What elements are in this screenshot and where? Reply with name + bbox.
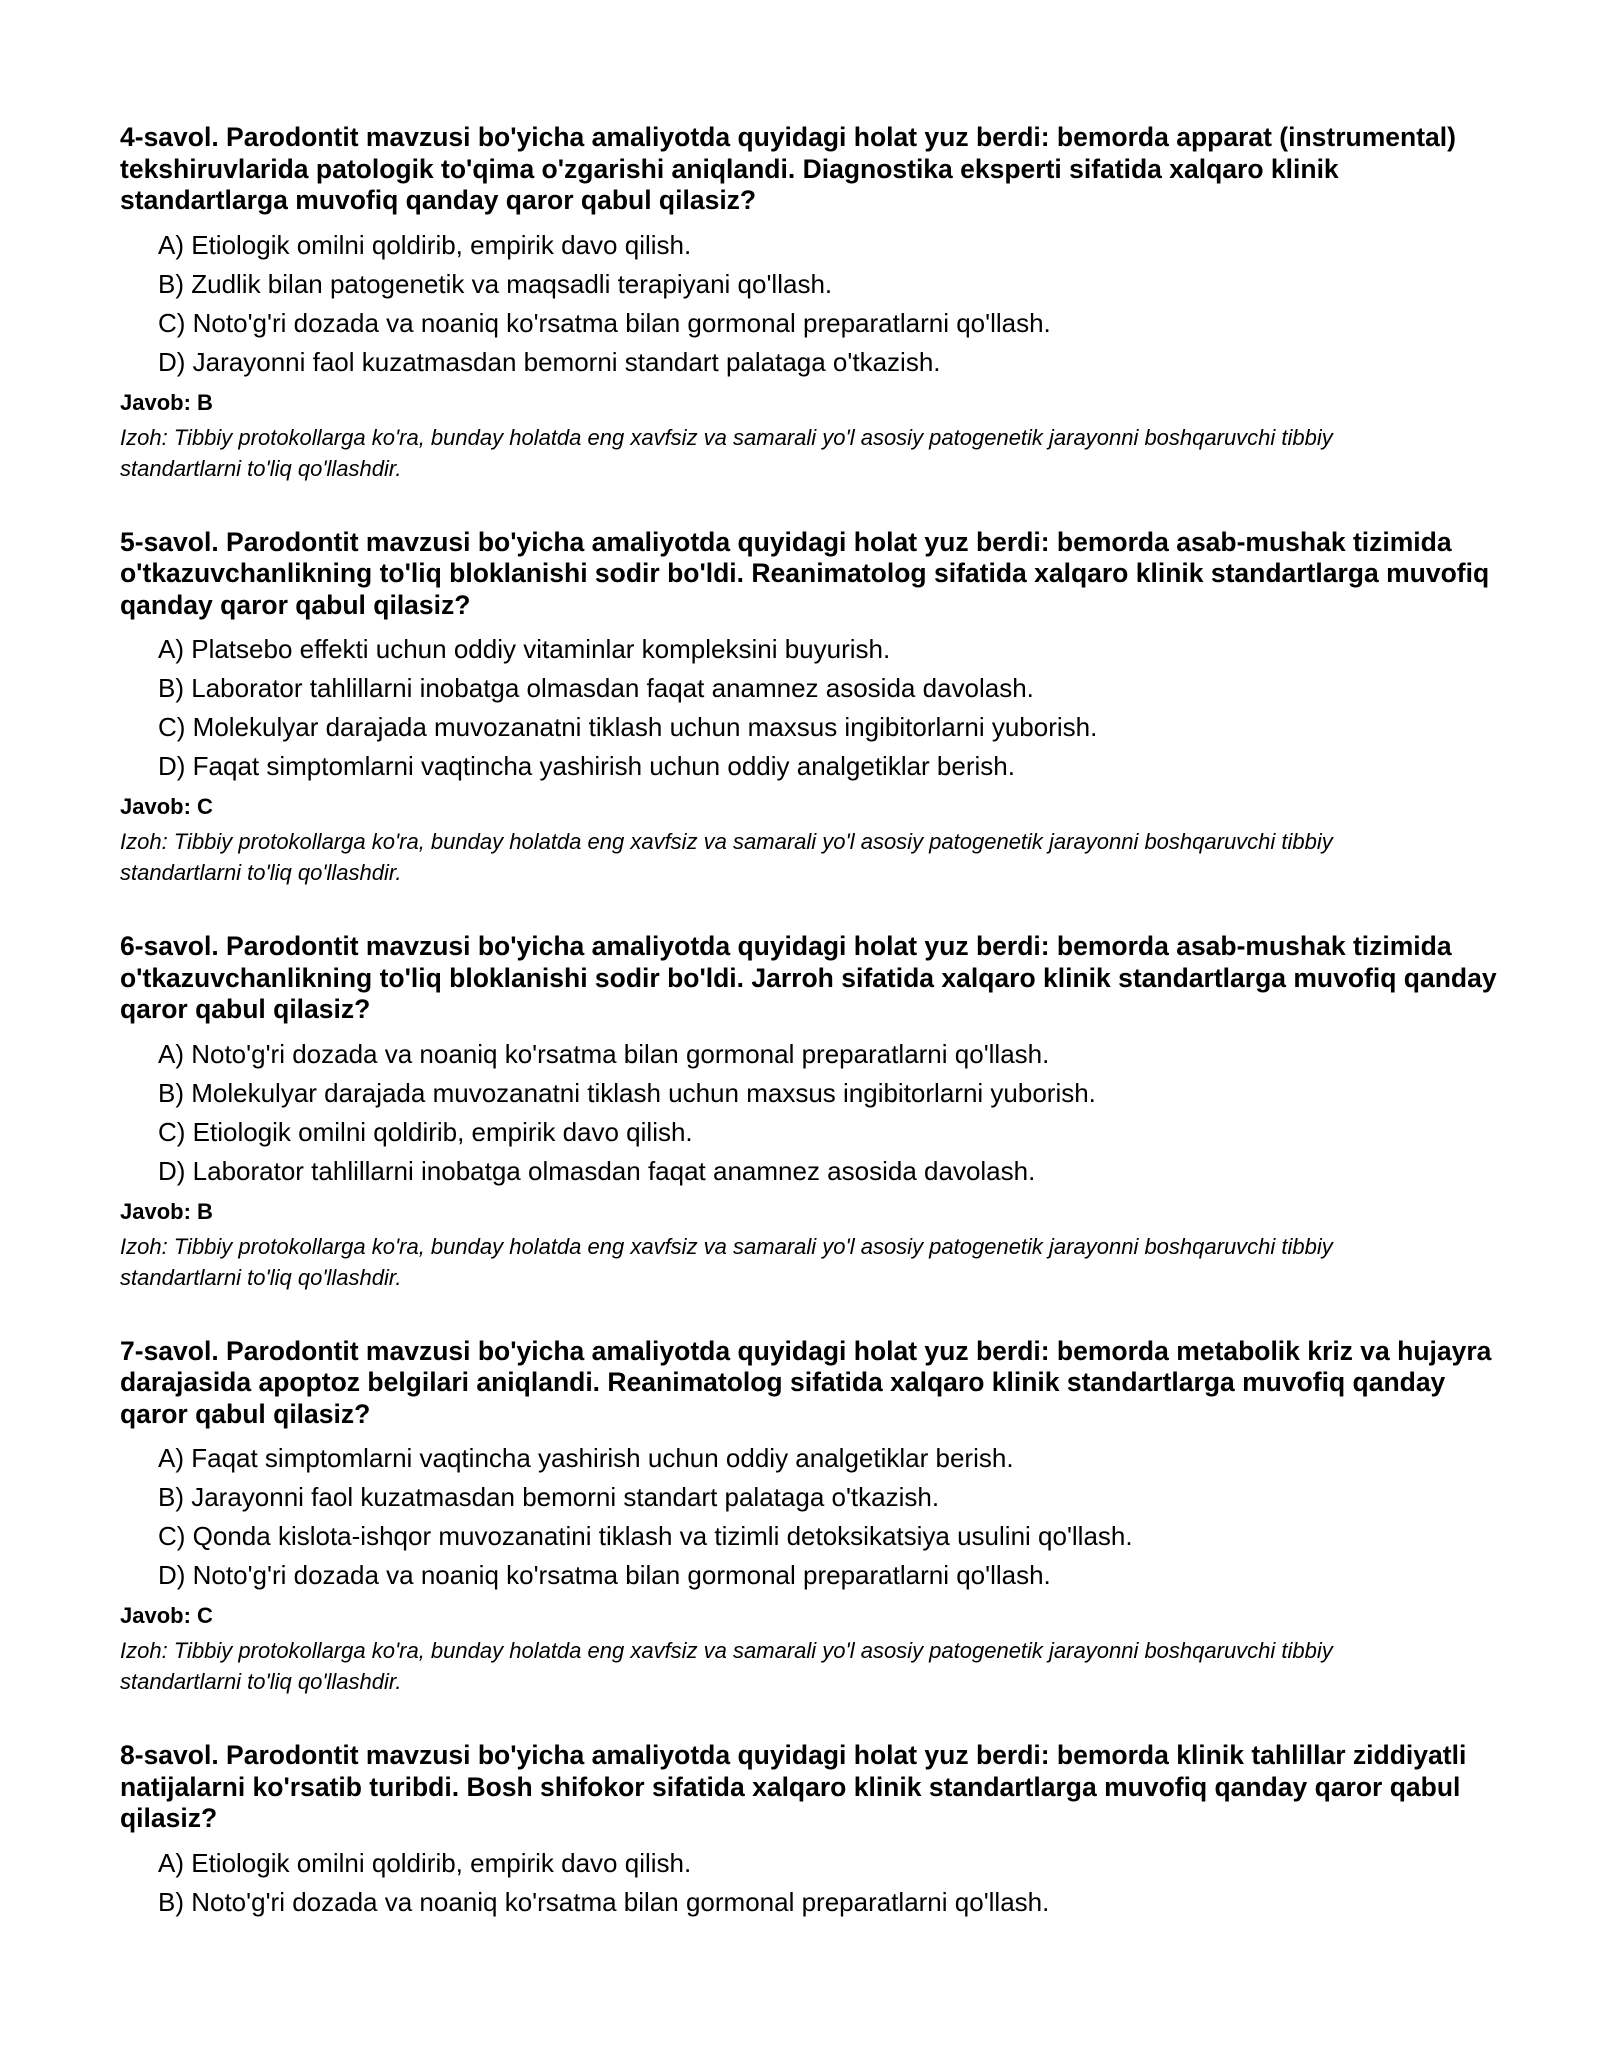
explanation-note: Izoh: Tibbiy protokollarga ko'ra, bunday holatda eng xavfsiz va samarali yo'l asosiy patogenetik jarayonni boshqaruvchi tibbiy standartlarni to'liq qo'llashdir. xyxy=(120,1233,1333,1290)
option-b: B) Molekulyar darajada muvozanatni tiklash uchun maxsus ingibitorlarni yuborish. xyxy=(158,1077,1096,1108)
explanation-note: Izoh: Tibbiy protokollarga ko'ra, bunday holatda eng xavfsiz va samarali yo'l asosiy patogenetik jarayonni boshqaruvchi tibbiy standartlarni to'liq qo'llashdir. xyxy=(120,424,1333,481)
option-a: A) Etiologik omilni qoldirib, empirik davo qilish. xyxy=(158,229,692,260)
option-c: C) Noto'g'ri dozada va noaniq ko'rsatma bilan gormonal preparatlarni qo'llash. xyxy=(158,307,1051,338)
answer: Javob: C xyxy=(120,794,213,819)
option-a: A) Etiologik omilni qoldirib, empirik davo qilish. xyxy=(158,1847,692,1878)
question-5 xyxy=(120,527,1500,889)
question-title: 8-savol. Parodontit mavzusi bo'yicha amaliyotda quyidagi holat yuz berdi: bemorda klinik tahlillar ziddiyatli natijalarni ko'rsatib turibdi. Bosh shifokor sifatida xalqaro klinik standartlarga muvofiq qanday qaror qabul qilasiz? xyxy=(120,1740,1467,1833)
explanation-note: Izoh: Tibbiy protokollarga ko'ra, bunday holatda eng xavfsiz va samarali yo'l asosiy patogenetik jarayonni boshqaruvchi tibbiy standartlarni to'liq qo'llashdir. xyxy=(120,1638,1333,1694)
option-b: B) Laborator tahlillarni inobatga olmasdan faqat anamnez asosida davolash. xyxy=(158,673,1034,703)
question-8 xyxy=(120,1740,1500,1922)
options-list xyxy=(120,1844,1500,1922)
option-b: B) Jarayonni faol kuzatmasdan bemorni standart palataga o'tkazish. xyxy=(158,1482,940,1512)
explanation-note: Izoh: Tibbiy protokollarga ko'ra, bunday holatda eng xavfsiz va samarali yo'l asosiy patogenetik jarayonni boshqaruvchi tibbiy standartlarni to'liq qo'llashdir. xyxy=(120,829,1333,885)
option-d: D) Jarayonni faol kuzatmasdan bemorni standart palataga o'tkazish. xyxy=(158,346,941,377)
option-c: C) Qonda kislota-ishqor muvozanatini tiklash va tizimli detoksikatsiya usulini qo'llash. xyxy=(158,1521,1133,1551)
answer: Javob: C xyxy=(120,1603,213,1628)
option-b: B) Noto'g'ri dozada va noaniq ko'rsatma bilan gormonal preparatlarni qo'llash. xyxy=(158,1886,1050,1917)
question-4 xyxy=(120,122,1500,484)
option-a: A) Faqat simptomlarni vaqtincha yashirish uchun oddiy analgetiklar berish. xyxy=(158,1443,1014,1473)
options-list xyxy=(120,1439,1500,1595)
question-title: 6-savol. Parodontit mavzusi bo'yicha amaliyotda quyidagi holat yuz berdi: bemorda asab-mushak tizimida o'tkazuvchanlikning to'liq bloklanishi sodir bo'ldi. Jarroh sifatida xalqaro klinik standartlarga muvofiq qanday qaror qabul qilasiz? xyxy=(120,931,1497,1024)
option-b: B) Zudlik bilan patogenetik va maqsadli terapiyani qo'llash. xyxy=(158,268,833,299)
question-6 xyxy=(120,931,1500,1293)
options-list xyxy=(120,630,1500,786)
option-d: D) Faqat simptomlarni vaqtincha yashirish uchun oddiy analgetiklar berish. xyxy=(158,751,1015,781)
option-d: D) Laborator tahlillarni inobatga olmasdan faqat anamnez asosida davolash. xyxy=(158,1155,1036,1186)
document-page xyxy=(120,122,1500,1965)
option-c: C) Molekulyar darajada muvozanatni tiklash uchun maxsus ingibitorlarni yuborish. xyxy=(158,712,1098,742)
options-list xyxy=(120,1035,1500,1191)
option-a: A) Noto'g'ri dozada va noaniq ko'rsatma bilan gormonal preparatlarni qo'llash. xyxy=(158,1038,1050,1069)
answer: Javob: B xyxy=(120,1198,213,1224)
option-a: A) Platsebo effekti uchun oddiy vitaminlar kompleksini buyurish. xyxy=(158,634,891,664)
option-d: D) Noto'g'ri dozada va noaniq ko'rsatma bilan gormonal preparatlarni qo'llash. xyxy=(158,1560,1051,1590)
answer: Javob: B xyxy=(120,389,213,415)
question-title: 7-savol. Parodontit mavzusi bo'yicha amaliyotda quyidagi holat yuz berdi: bemorda metabolik kriz va hujayra darajasida apoptoz belgilari aniqlandi. Reanimatolog sifatida xalqaro klinik standartlarga muvofiq qanday qaror qabul qilasiz? xyxy=(120,1335,1492,1429)
question-7 xyxy=(120,1336,1500,1698)
options-list xyxy=(120,226,1500,382)
option-c: C) Etiologik omilni qoldirib, empirik davo qilish. xyxy=(158,1116,693,1147)
question-title: 4-savol. Parodontit mavzusi bo'yicha amaliyotda quyidagi holat yuz berdi: bemorda apparat (instrumental) tekshiruvlarida patologik to'qima o'zgarishi aniqlandi. Diagnostika eksperti sifatida xalqaro klinik standartlarga muvofiq qanday qaror qabul qilasiz? xyxy=(120,122,1456,215)
question-title: 5-savol. Parodontit mavzusi bo'yicha amaliyotda quyidagi holat yuz berdi: bemorda asab-mushak tizimida o'tkazuvchanlikning to'liq bloklanishi sodir bo'ldi. Reanimatolog sifatida xalqaro klinik standartlarga muvofiq qanday qaror qabul qilasiz? xyxy=(120,526,1490,620)
